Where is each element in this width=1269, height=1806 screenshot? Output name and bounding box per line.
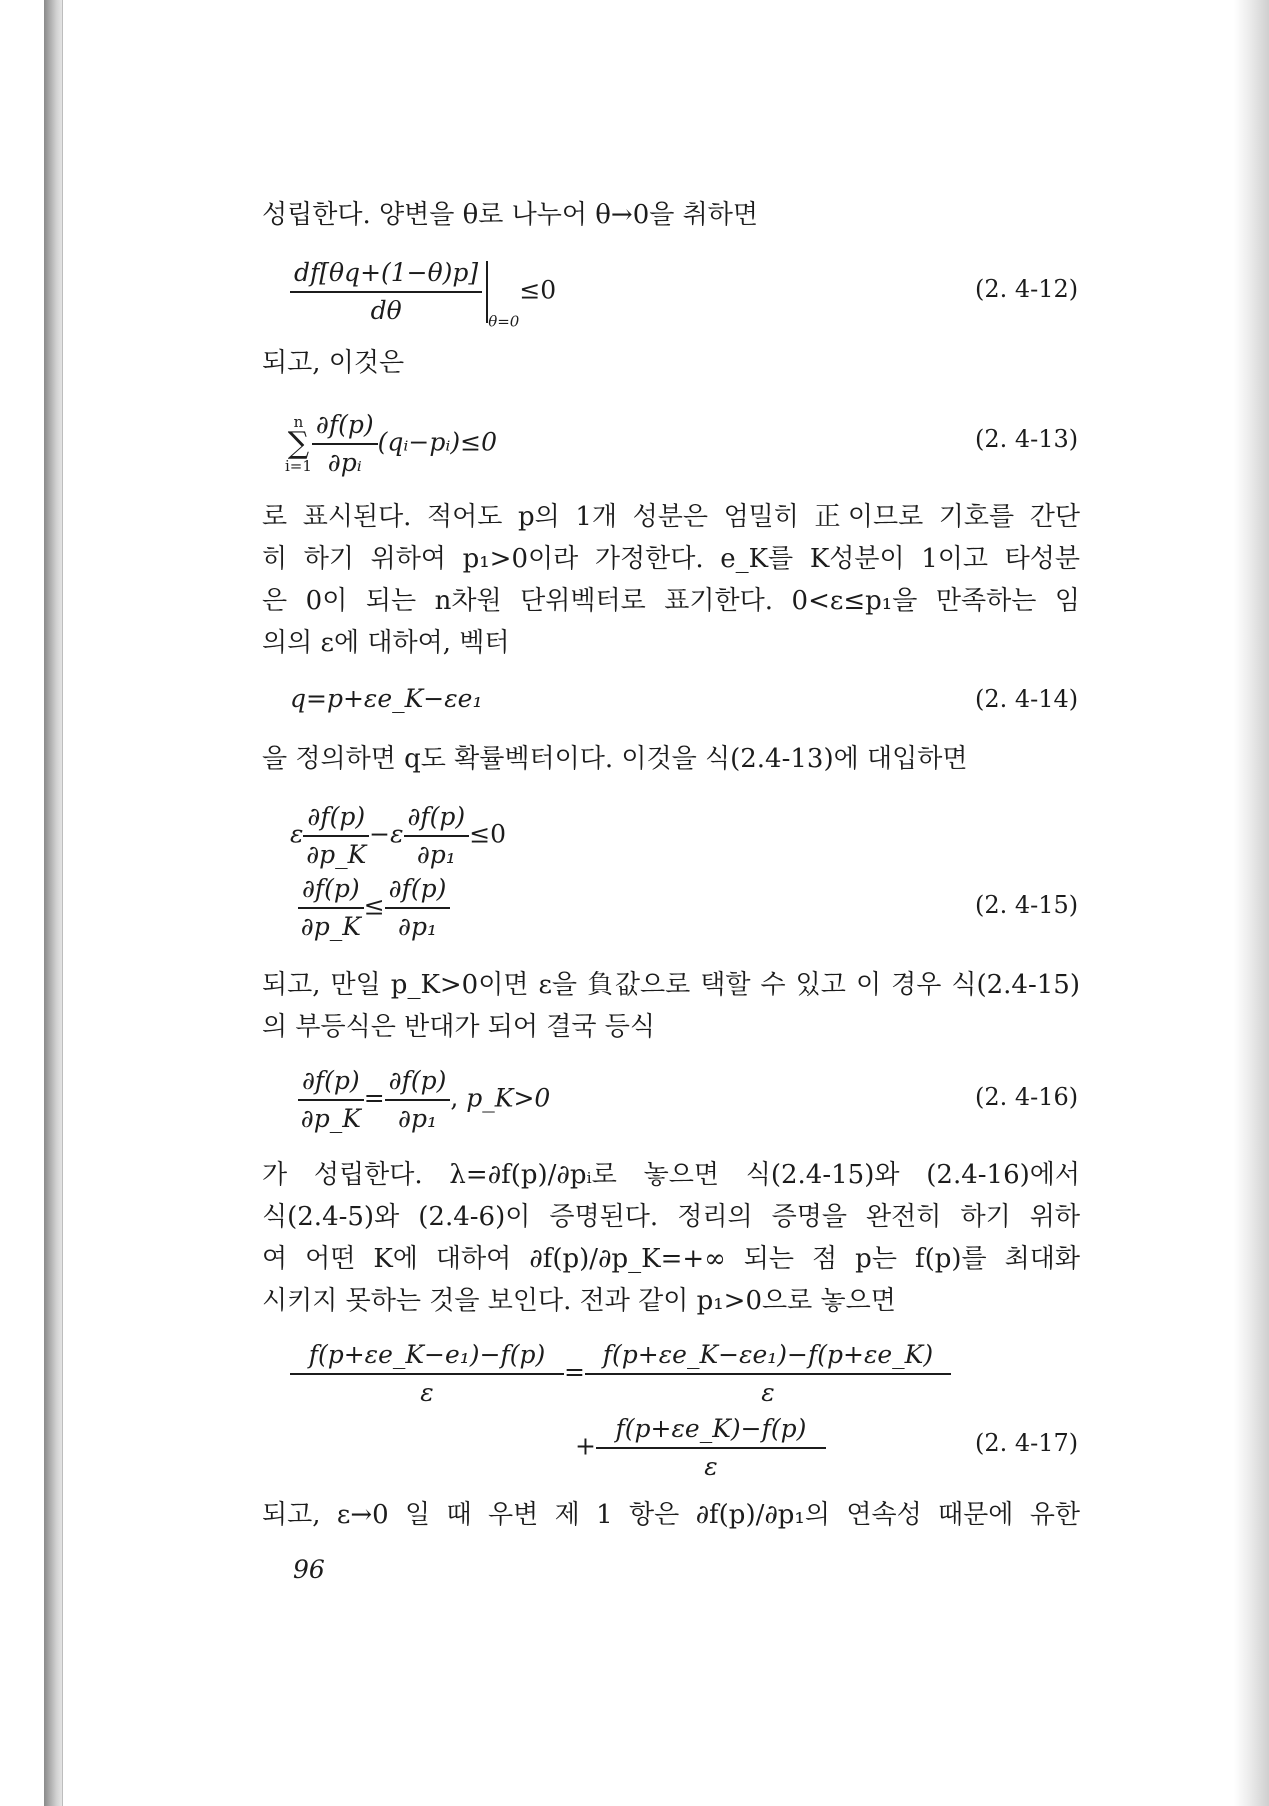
text-line-12: 여 어떤 K에 대하여 ∂f(p)/∂p_K=+∞ 되는 점 p는 f(p)를 최대화 [262, 1244, 1080, 1274]
equation-label-2-4-14: (2. 4-14) [975, 685, 1079, 713]
text-line-1: 성립한다. 양변을 θ로 나누어 θ→0을 취하면 [262, 200, 758, 230]
equation-2-4-15-line-1: ε $\frac{\partial f(p)}{\partial p\_K}$ −ε $\frac{\partial f(p)}{\text{∂p₁}}$ ≤0 [290, 802, 507, 869]
page-edge-shadow [1234, 0, 1269, 1806]
text-line-2: 되고, 이것은 [262, 348, 405, 378]
text-line-4: 히 하기 위하여 p₁>0이라 가정한다. e_K를 K성분이 1이고 타성분 [262, 544, 1080, 574]
text-line-11: 식(2.4-5)와 (2.4-6)이 증명된다. 정리의 증명을 완전히 하기 위하 [262, 1202, 1080, 1232]
summation-icon: ∑ [287, 426, 310, 461]
text-line-8: 되고, 만일 p_K>0이면 ε을 負값으로 택할 수 있고 이 경우 식(2.4-15) [262, 970, 1080, 1000]
equation-label-2-4-12: (2. 4-12) [975, 275, 1079, 303]
equation-2-4-15-line-2: $\frac{\partial f(p)}{\partial p\_K}$ ≤ $\frac{\partial f(p)}{\text{∂p₁}}$ [298, 872, 450, 944]
equation-2-4-12: $\frac{df[\theta q+(1-\theta)p]}{d\theta}$ $_{\theta=0}$≤0 [290, 256, 556, 339]
page-number: 96 [293, 1555, 325, 1584]
text-line-7: 을 정의하면 q도 확률벡터이다. 이것을 식(2.4-13)에 대입하면 [262, 744, 968, 774]
text-line-14: 되고, ε→0 일 때 우변 제 1 항은 ∂f(p)/∂p₁의 연속성 때문에 유한 [262, 1500, 1080, 1530]
text-line-13: 시키지 못하는 것을 보인다. 전과 같이 p₁>0으로 놓으면 [262, 1286, 896, 1316]
equation-label-2-4-15: (2. 4-15) [975, 891, 1079, 919]
equation-label-2-4-17: (2. 4-17) [975, 1429, 1079, 1457]
equation-label-2-4-16: (2. 4-16) [975, 1083, 1079, 1111]
text-line-5: 은 0이 되는 n차원 단위벡터로 표기한다. 0<ε≤p₁을 만족하는 임 [262, 586, 1080, 616]
text-line-9: 의 부등식은 반대가 되어 결국 등식 [262, 1012, 655, 1042]
equation-label-2-4-13: (2. 4-13) [975, 425, 1079, 453]
equation-2-4-13: n ∑ i=1 $\frac{\partial f(p)}{\text{∂pᵢ}}$ (qᵢ−pᵢ)≤0 [285, 410, 497, 477]
equation-2-4-16: $\frac{\partial f(p)}{\partial p\_K}$ = $\frac{\partial f(p)}{\text{∂p₁}}$ , p_K>0 [298, 1064, 550, 1136]
text-line-3: 로 표시된다. 적어도 p의 1개 성분은 엄밀히 正이므로 기호를 간단 [262, 502, 1080, 532]
text-line-10: 가 성립한다. λ=∂f(p)/∂pᵢ로 놓으면 식(2.4-15)와 (2.4-16)에서 [262, 1160, 1080, 1190]
equation-2-4-14: q=p+εe_K−εe₁ [290, 684, 483, 713]
equation-2-4-17-line-2: + $\frac{f(p+\varepsilon e\_K)-f(p)}{\varepsilon}$ [575, 1412, 826, 1484]
book-spine-shadow [44, 0, 64, 1806]
equation-2-4-17-line-1: $\frac{\text{f(p+εe\_K−e₁)−f(p)}}{\varepsilon}$ = $\frac{\text{f(p+εe\_K−εe₁)−f(p+εe\_K)}}{\varepsilon}$ [290, 1338, 951, 1410]
text-line-6: 의의 ε에 대하여, 벡터 [262, 628, 510, 658]
